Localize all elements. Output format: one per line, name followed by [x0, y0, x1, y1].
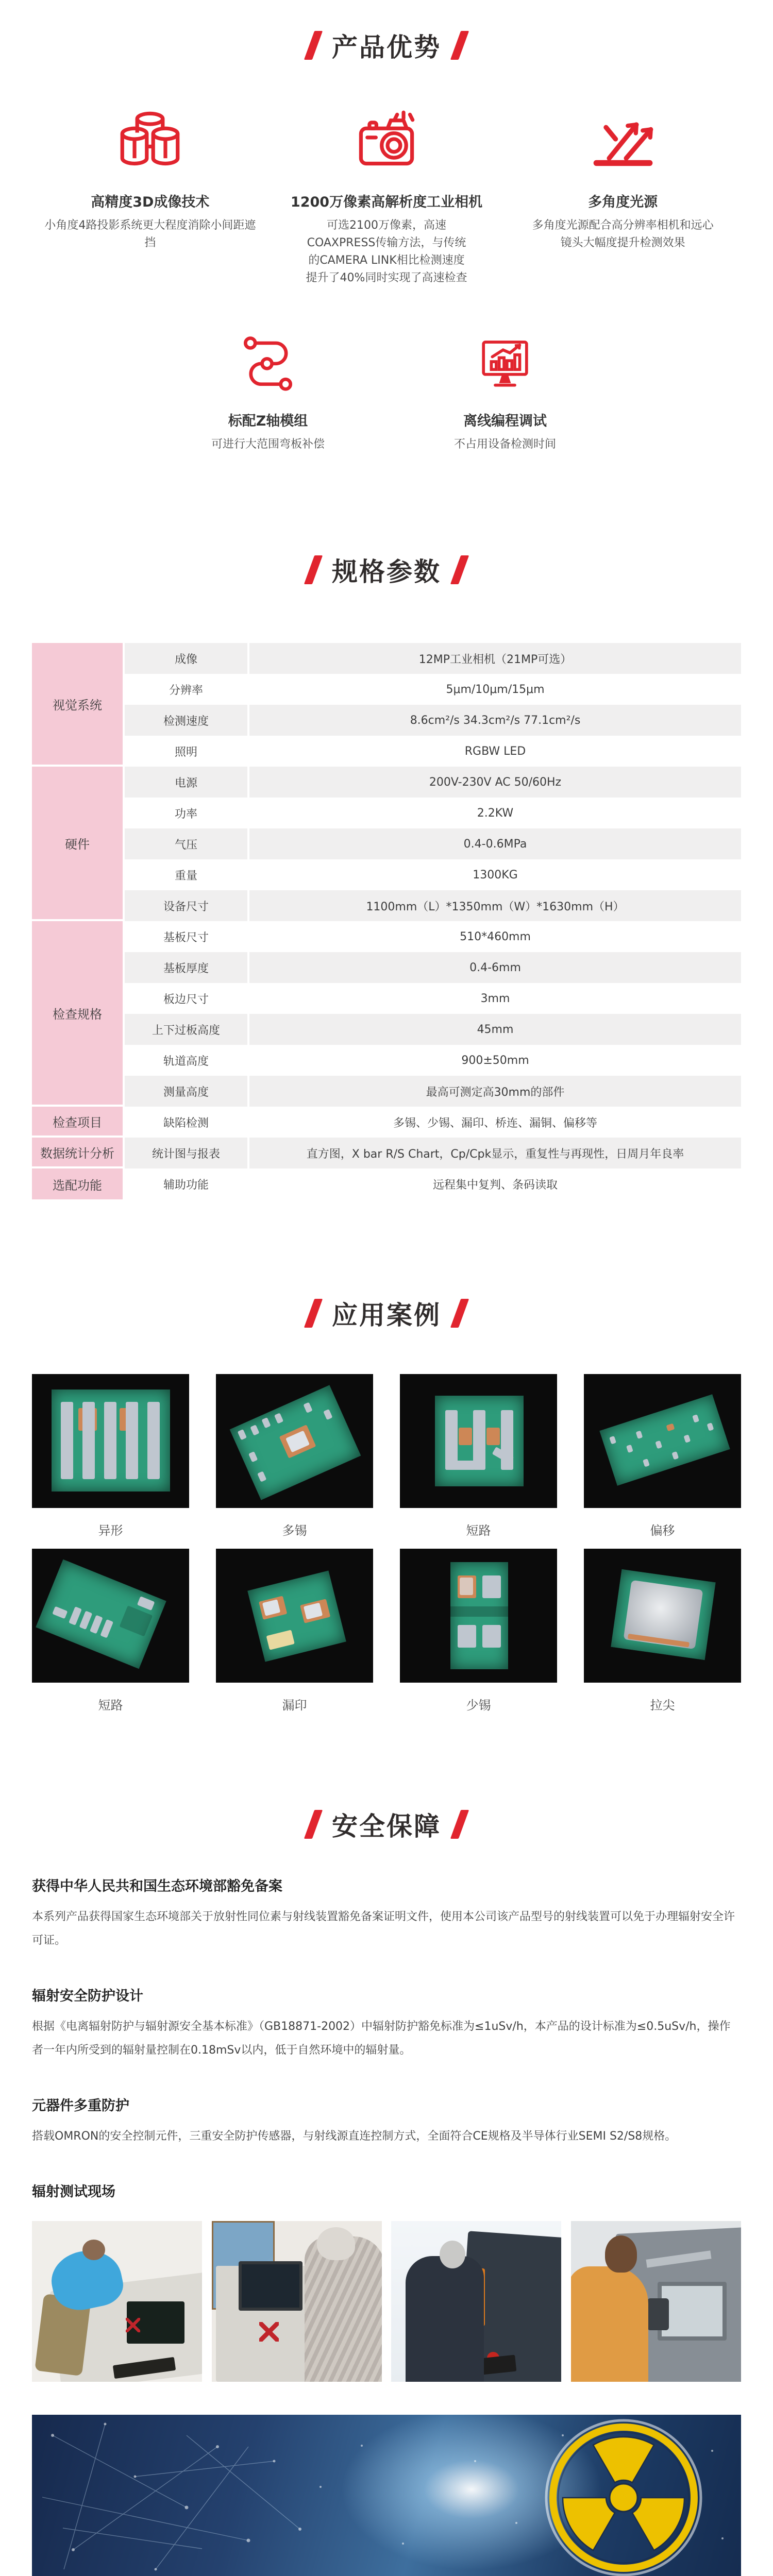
section-specs — [32, 551, 741, 1199]
spec-group-optional — [32, 1168, 741, 1199]
spec-row — [125, 952, 741, 983]
section-advantages — [32, 27, 741, 453]
spec-row — [125, 983, 741, 1014]
spec-value: 45mm — [249, 1014, 741, 1045]
spec-value: 1300KG — [249, 859, 741, 890]
feature-title: 多角度光源 — [588, 194, 658, 210]
specs-title: 规格参数 — [332, 557, 441, 587]
camera-icon — [355, 108, 418, 172]
safety-body: 搭载OMRON的安全控制元件，三重安全防护传感器，与射线源直连控制方式，全面符合CE规格及半导体行业SEMI S2/S8规格。 — [32, 2130, 677, 2143]
spec-label: 统计图与报表 — [125, 1138, 247, 1168]
red-slash-icon — [450, 555, 469, 584]
safety-block-test-site — [32, 2180, 741, 2200]
spec-row — [125, 1076, 741, 1107]
case-label: 拉尖 — [650, 1698, 675, 1713]
case-image-pcb — [216, 1374, 373, 1508]
safety-heading: 元器件多重防护 — [32, 2098, 129, 2114]
offline-monitor-chart-icon — [476, 327, 534, 391]
feature-title: 标配Z轴模组 — [228, 413, 308, 429]
spec-row — [125, 798, 741, 828]
feature-title: 高精度3D成像技术 — [91, 194, 210, 210]
spec-label: 辅助功能 — [125, 1168, 247, 1199]
cases-title: 应用案例 — [332, 1300, 441, 1330]
spec-group-inspection — [32, 921, 741, 1107]
feature-title: 离线编程调试 — [463, 413, 547, 429]
safety-title: 安全保障 — [332, 1811, 441, 1841]
spec-label: 缺陷检测 — [125, 1107, 247, 1138]
light-angle-arrows-icon — [591, 108, 655, 172]
spec-row — [125, 890, 741, 921]
spec-row — [125, 674, 741, 705]
feature-desc: 不占用设备检测时间 — [453, 438, 556, 451]
spec-label: 设备尺寸 — [125, 890, 247, 921]
case-image-pcb — [32, 1374, 189, 1508]
case-item — [216, 1549, 373, 1723]
radiation-test-site-photo-1 — [32, 2221, 202, 2382]
feature-desc: 多角度光源配合高分辨率相机和远心镜头大幅度提升检测效果 — [532, 219, 714, 249]
case-item — [584, 1549, 741, 1723]
red-slash-icon — [304, 31, 323, 60]
spec-value: 2.2KW — [249, 798, 741, 828]
safety-block-exemption — [32, 1875, 741, 1953]
spec-row — [125, 1107, 741, 1138]
section-cases — [32, 1295, 741, 1723]
spec-label: 照明 — [125, 736, 247, 767]
spec-row — [125, 705, 741, 736]
feature-title: 1200万像素高解析度工业相机 — [290, 194, 483, 210]
spec-row — [125, 1168, 741, 1199]
spec-group-statistics — [32, 1138, 741, 1168]
spec-row — [125, 859, 741, 890]
spec-category: 硬件 — [32, 767, 123, 921]
feature-desc: 小角度4路投影系统更大程度消除小间距遮挡 — [44, 219, 256, 249]
advantages-title-row — [32, 27, 741, 64]
spec-category: 视觉系统 — [32, 643, 123, 767]
spec-label: 上下过板高度 — [125, 1014, 247, 1045]
spec-value: 200V-230V AC 50/60Hz — [249, 767, 741, 798]
case-item — [400, 1374, 557, 1549]
case-grid — [32, 1374, 741, 1723]
case-image-pcb — [216, 1549, 373, 1683]
radiation-test-site-photo-4 — [571, 2221, 741, 2382]
spec-label: 成像 — [125, 643, 247, 674]
advantages-row-1 — [32, 108, 741, 287]
spec-row — [125, 767, 741, 798]
spec-row — [125, 1138, 741, 1168]
case-label: 短路 — [466, 1523, 491, 1538]
red-slash-icon — [304, 555, 323, 584]
feature-camera — [268, 108, 505, 287]
radiation-photo-grid — [32, 2221, 741, 2382]
case-image-pcb — [400, 1549, 557, 1683]
spec-group-check-items — [32, 1107, 741, 1138]
spec-label: 重量 — [125, 859, 247, 890]
spec-value: 直方图，X bar R/S Chart，Cp/Cpk显示，重复性与再现性，日周月年良率 — [249, 1138, 741, 1168]
spec-value: 12MP工业相机（21MP可选） — [249, 643, 741, 674]
feature-desc: 可进行大范围弯板补偿 — [211, 438, 325, 451]
spec-label: 检测速度 — [125, 705, 247, 736]
safety-block-component-protection — [32, 2094, 741, 2148]
spec-label: 轨道高度 — [125, 1045, 247, 1076]
safety-heading: 辐射安全防护设计 — [32, 1988, 143, 2004]
safety-title-row — [32, 1806, 741, 1843]
case-item — [400, 1549, 557, 1723]
case-image-pcb — [584, 1374, 741, 1508]
safety-body: 根据《电离辐射防护与辐射源安全基本标准》（GB18871-2002）中辐射防护豁免标准为≤1uSv/h，本产品的设计标准为≤0.5uSv/h，操作者一年内所受到的辐射量控制在0.18mSv以内，低于自然环境中的辐射量。 — [32, 2020, 731, 2057]
spec-value: 8.6cm²/s 34.3cm²/s 77.1cm²/s — [249, 705, 741, 736]
radiation-banner — [32, 2415, 741, 2576]
case-image-pcb — [584, 1549, 741, 1683]
red-slash-icon — [450, 1810, 469, 1839]
z-axis-route-icon — [239, 327, 297, 391]
feature-desc: 可选2100万像素，高速COAXPRESS传输方法，与传统的CAMERA LINK相比检测速度提升了40%同时实现了高速检查 — [306, 219, 467, 284]
spec-value: 5μm/10μm/15μm — [249, 674, 741, 705]
advantages-title: 产品优势 — [332, 32, 441, 62]
case-image-pcb — [400, 1374, 557, 1508]
radiation-test-site-photo-3 — [391, 2221, 561, 2382]
spec-label: 基板厚度 — [125, 952, 247, 983]
case-label: 少锡 — [466, 1698, 491, 1713]
red-slash-icon — [304, 1810, 323, 1839]
red-slash-icon — [304, 1299, 323, 1328]
spec-label: 板边尺寸 — [125, 983, 247, 1014]
spec-row — [125, 921, 741, 952]
spec-category: 选配功能 — [32, 1168, 123, 1199]
feature-z-axis — [149, 327, 386, 453]
cylinders-3d-icon — [118, 108, 182, 172]
spec-category: 检查规格 — [32, 921, 123, 1107]
spec-value: 3mm — [249, 983, 741, 1014]
advantages-row-2 — [149, 327, 624, 453]
spec-group-hardware — [32, 767, 741, 921]
spec-value: 远程集中复判、条码读取 — [249, 1168, 741, 1199]
spec-group-vision — [32, 643, 741, 767]
section-safety — [32, 1806, 741, 2576]
spec-label: 测量高度 — [125, 1076, 247, 1107]
case-label: 偏移 — [650, 1523, 675, 1538]
spec-value: 0.4-6mm — [249, 952, 741, 983]
case-image-pcb — [32, 1549, 189, 1683]
spec-value: 0.4-0.6MPa — [249, 828, 741, 859]
spec-value: 510*460mm — [249, 921, 741, 952]
spec-table — [32, 643, 741, 1199]
safety-heading: 获得中华人民共和国生态环境部豁免备案 — [32, 1878, 282, 1894]
case-label: 短路 — [98, 1698, 123, 1713]
spec-row — [125, 828, 741, 859]
case-label: 异形 — [98, 1523, 123, 1538]
red-slash-icon — [450, 31, 469, 60]
spec-category: 数据统计分析 — [32, 1138, 123, 1168]
spec-value: 1100mm（L）*1350mm（W）*1630mm（H） — [249, 890, 741, 921]
safety-body: 本系列产品获得国家生态环境部关于放射性同位素与射线装置豁免备案证明文件，使用本公司该产品型号的射线装置可以免于办理辐射安全许可证。 — [32, 1910, 735, 1947]
safety-block-radiation-design — [32, 1985, 741, 2062]
spec-value: 多锡、少锡、漏印、桥连、漏铜、偏移等 — [249, 1107, 741, 1138]
case-item — [216, 1374, 373, 1549]
case-item — [584, 1374, 741, 1549]
specs-title-row — [32, 551, 741, 588]
spec-row — [125, 643, 741, 674]
spec-row — [125, 1014, 741, 1045]
spec-category: 检查项目 — [32, 1107, 123, 1138]
spec-label: 电源 — [125, 767, 247, 798]
radiation-test-site-photo-2 — [212, 2221, 382, 2382]
safety-heading: 辐射测试现场 — [32, 2184, 115, 2200]
spec-label: 气压 — [125, 828, 247, 859]
spec-label: 功率 — [125, 798, 247, 828]
spec-row — [125, 736, 741, 767]
cases-title-row — [32, 1295, 741, 1332]
case-label: 多锡 — [282, 1523, 307, 1538]
case-item — [32, 1374, 189, 1549]
feature-3d-imaging — [32, 108, 268, 287]
spec-row — [125, 1045, 741, 1076]
spec-value: 最高可测定高30mm的部件 — [249, 1076, 741, 1107]
feature-offline-programming — [386, 327, 624, 453]
page — [32, 0, 741, 2576]
spec-label: 基板尺寸 — [125, 921, 247, 952]
spec-label: 分辨率 — [125, 674, 247, 705]
case-label: 漏印 — [282, 1698, 307, 1713]
spec-value: RGBW LED — [249, 736, 741, 767]
radiation-trefoil-icon — [32, 2415, 741, 2576]
case-item — [32, 1549, 189, 1723]
feature-light-source — [505, 108, 741, 287]
red-slash-icon — [450, 1299, 469, 1328]
spec-value: 900±50mm — [249, 1045, 741, 1076]
